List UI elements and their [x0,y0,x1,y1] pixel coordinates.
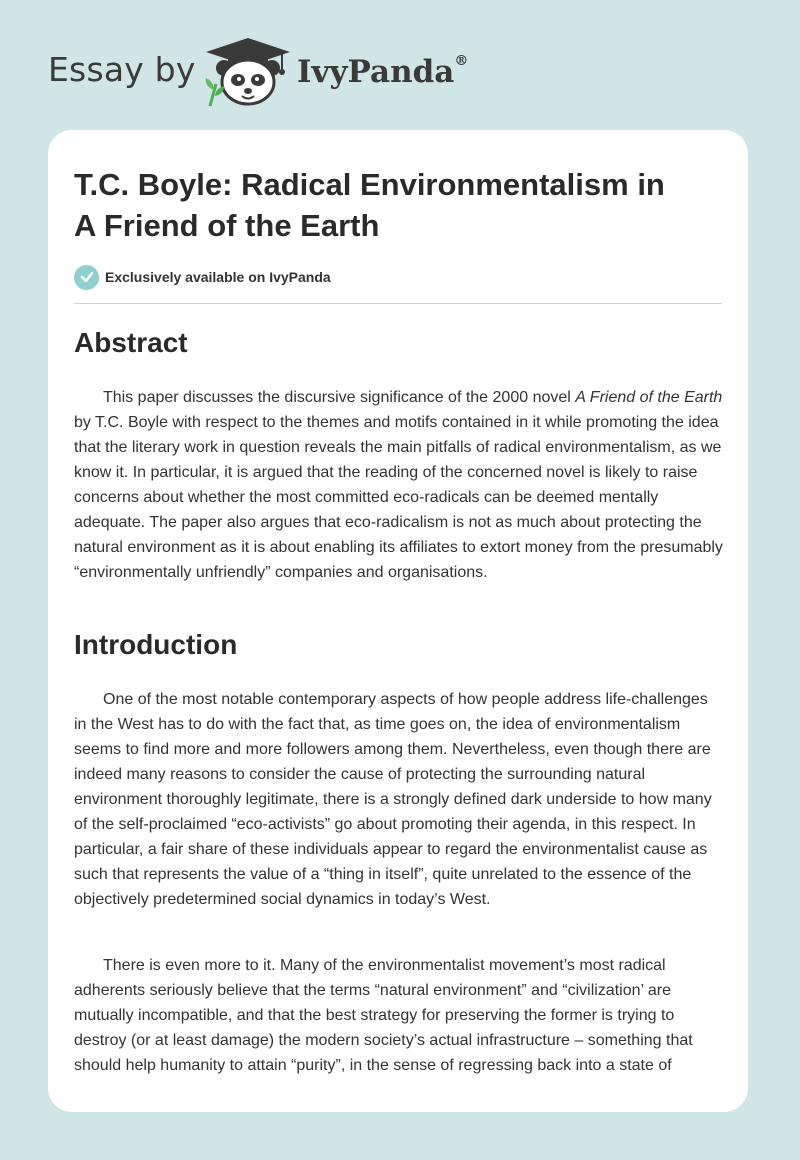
exclusive-badge-label: Exclusively available on IvyPanda [105,269,331,285]
exclusive-badge [74,264,331,290]
panda-graduate-icon[interactable] [202,36,294,108]
abstract-paragraph: This paper discusses the discursive significance of the 2000 novel A Friend of the Earth by T.C. Boyle with respect to the themes and motifs contained in it while promoting the idea that the literary work in question reveals the main pitfalls of radical environmentalism, as we know it. In particular, it is argued that the reading of the concerned novel is likely to raise concerns about whether the most committed eco-radicals can be deemed mentally adequate. The paper also argues that eco-radicalism is not as much about protecting the natural environment as it is about enabling its affiliates to extort money from the presumably “environmentally unfriendly” companies and organisations. [74,389,723,581]
page-title: T.C. Boyle: Radical Environmentalism in A Friend of the Earth [74,167,665,243]
essay-by-label: Essay by [48,50,196,89]
section-heading-abstract: Abstract [74,327,188,358]
registered-mark: ® [454,52,469,69]
check-circle-icon [74,265,99,290]
intro-paragraph-2: There is even more to it. Many of the environmentalist movement’s most radical adherents seriously believe that the terms “natural environment” and “civilization’ are mutually incompatible, and that the best strategy for preserving the former is trying to destroy (or at least damage) the modern society’s actual infrastructure – something that should help humanity to attain “purity”, in the sense of regressing back into a state of [74,957,693,1074]
intro-paragraph-1: One of the most notable contemporary aspects of how people address life-challenges in the West has to do with the fact that, as time goes on, the idea of environmentalism seems to find more and more followers among them. Nevertheless, even though there are indeed many reasons to consider the cause of protecting the surrounding natural environment thoroughly legitimate, there is a strongly defined dark underside to how many of the self-proclaimed “eco-activists” go about promoting their agenda, in this respect. In particular, a fair share of these individuals appear to regard the environmentalist cause as such that represents the value of a “thing in itself”, quite unrelated to the essence of the objectively predetermined social dynamics in today’s West. [74,691,712,908]
brand-name[interactable]: IvyPanda® [297,52,469,90]
divider [74,303,722,304]
site-header [0,0,800,130]
article-card [48,130,748,1112]
section-heading-introduction: Introduction [74,629,238,660]
